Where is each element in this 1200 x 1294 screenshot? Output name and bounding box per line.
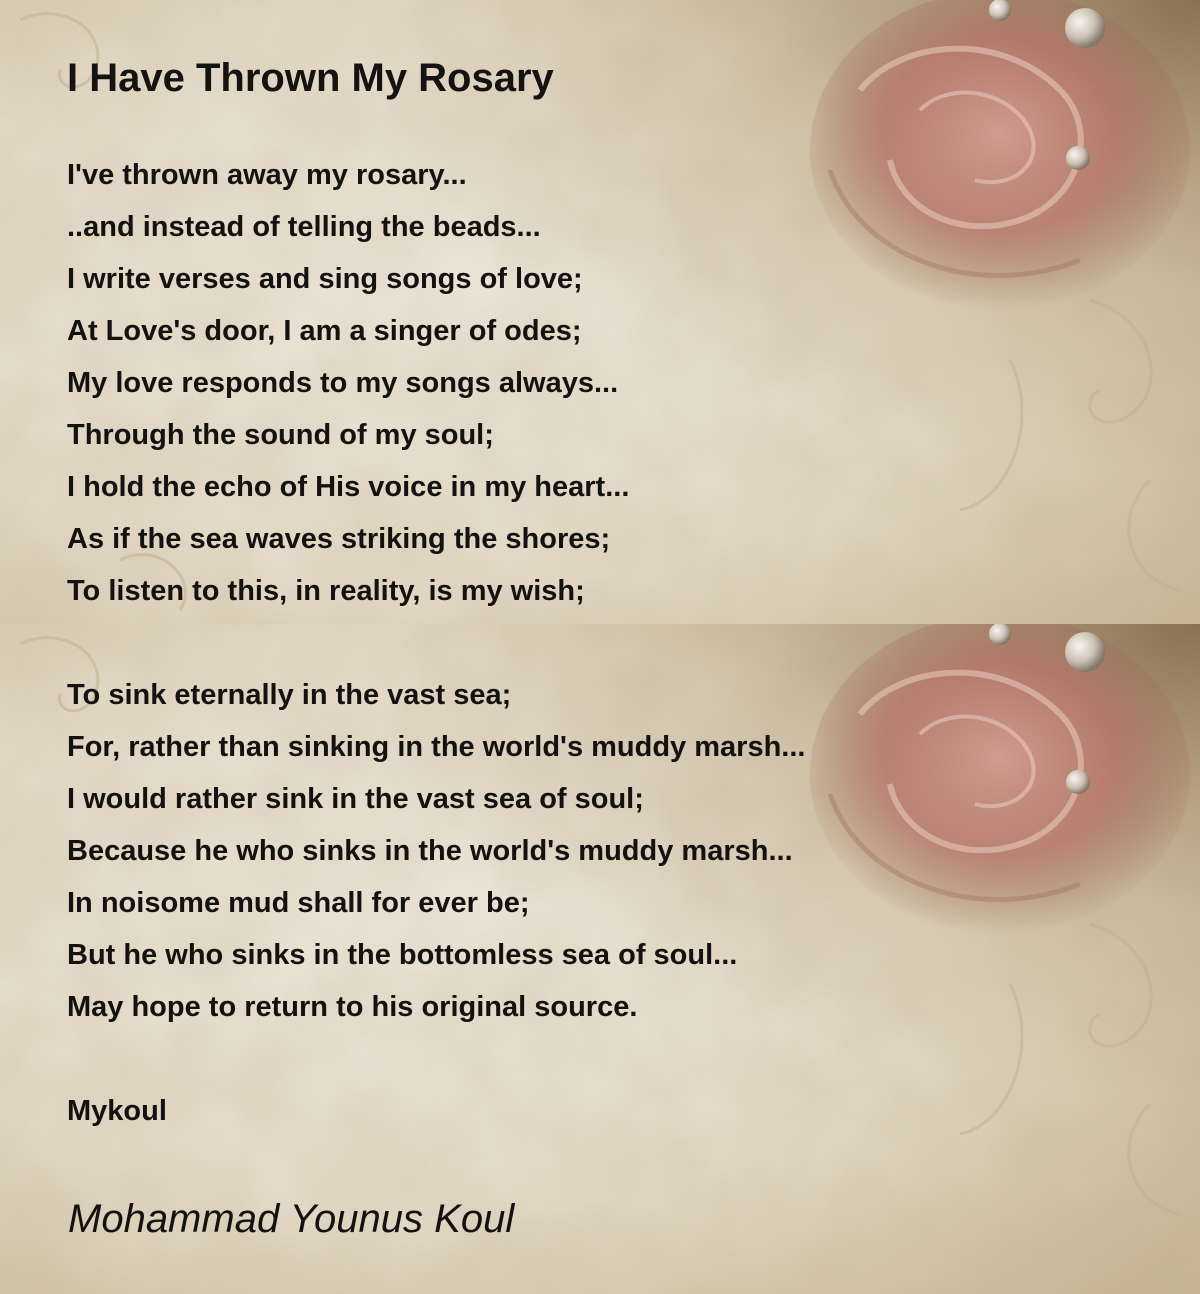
poem-line: At Love's door, I am a singer of odes; bbox=[67, 315, 582, 347]
poem-line: May hope to return to his original source. bbox=[67, 991, 638, 1023]
poem-stanza-1 bbox=[67, 153, 629, 621]
poet-name: Mohammad Younus Koul bbox=[68, 1197, 515, 1241]
poem-line: To sink eternally in the vast sea; bbox=[67, 679, 512, 711]
poem-line: Because he who sinks in the world's muddy marsh... bbox=[67, 835, 793, 867]
poem-line: To listen to this, in reality, is my wish; bbox=[67, 575, 585, 607]
poem-title: I Have Thrown My Rosary bbox=[67, 56, 554, 100]
poem-line: My love responds to my songs always... bbox=[67, 367, 619, 399]
poem-signature: Mykoul bbox=[67, 1095, 167, 1127]
poem-line: In noisome mud shall for ever be; bbox=[67, 887, 530, 919]
poem-line: I write verses and sing songs of love; bbox=[67, 263, 583, 295]
poem-line: As if the sea waves striking the shores; bbox=[67, 523, 611, 555]
poem-line: But he who sinks in the bottomless sea of soul... bbox=[67, 939, 738, 971]
poem-line: For, rather than sinking in the world's muddy marsh... bbox=[67, 731, 806, 763]
poem-line: I've thrown away my rosary... bbox=[67, 159, 467, 191]
poem-line: I would rather sink in the vast sea of soul; bbox=[67, 783, 644, 815]
poem-line: ..and instead of telling the beads... bbox=[67, 211, 541, 243]
poem-line: I hold the echo of His voice in my heart... bbox=[67, 471, 630, 503]
poem-line: Through the sound of my soul; bbox=[67, 419, 494, 451]
poem-stanza-2 bbox=[67, 673, 805, 1037]
